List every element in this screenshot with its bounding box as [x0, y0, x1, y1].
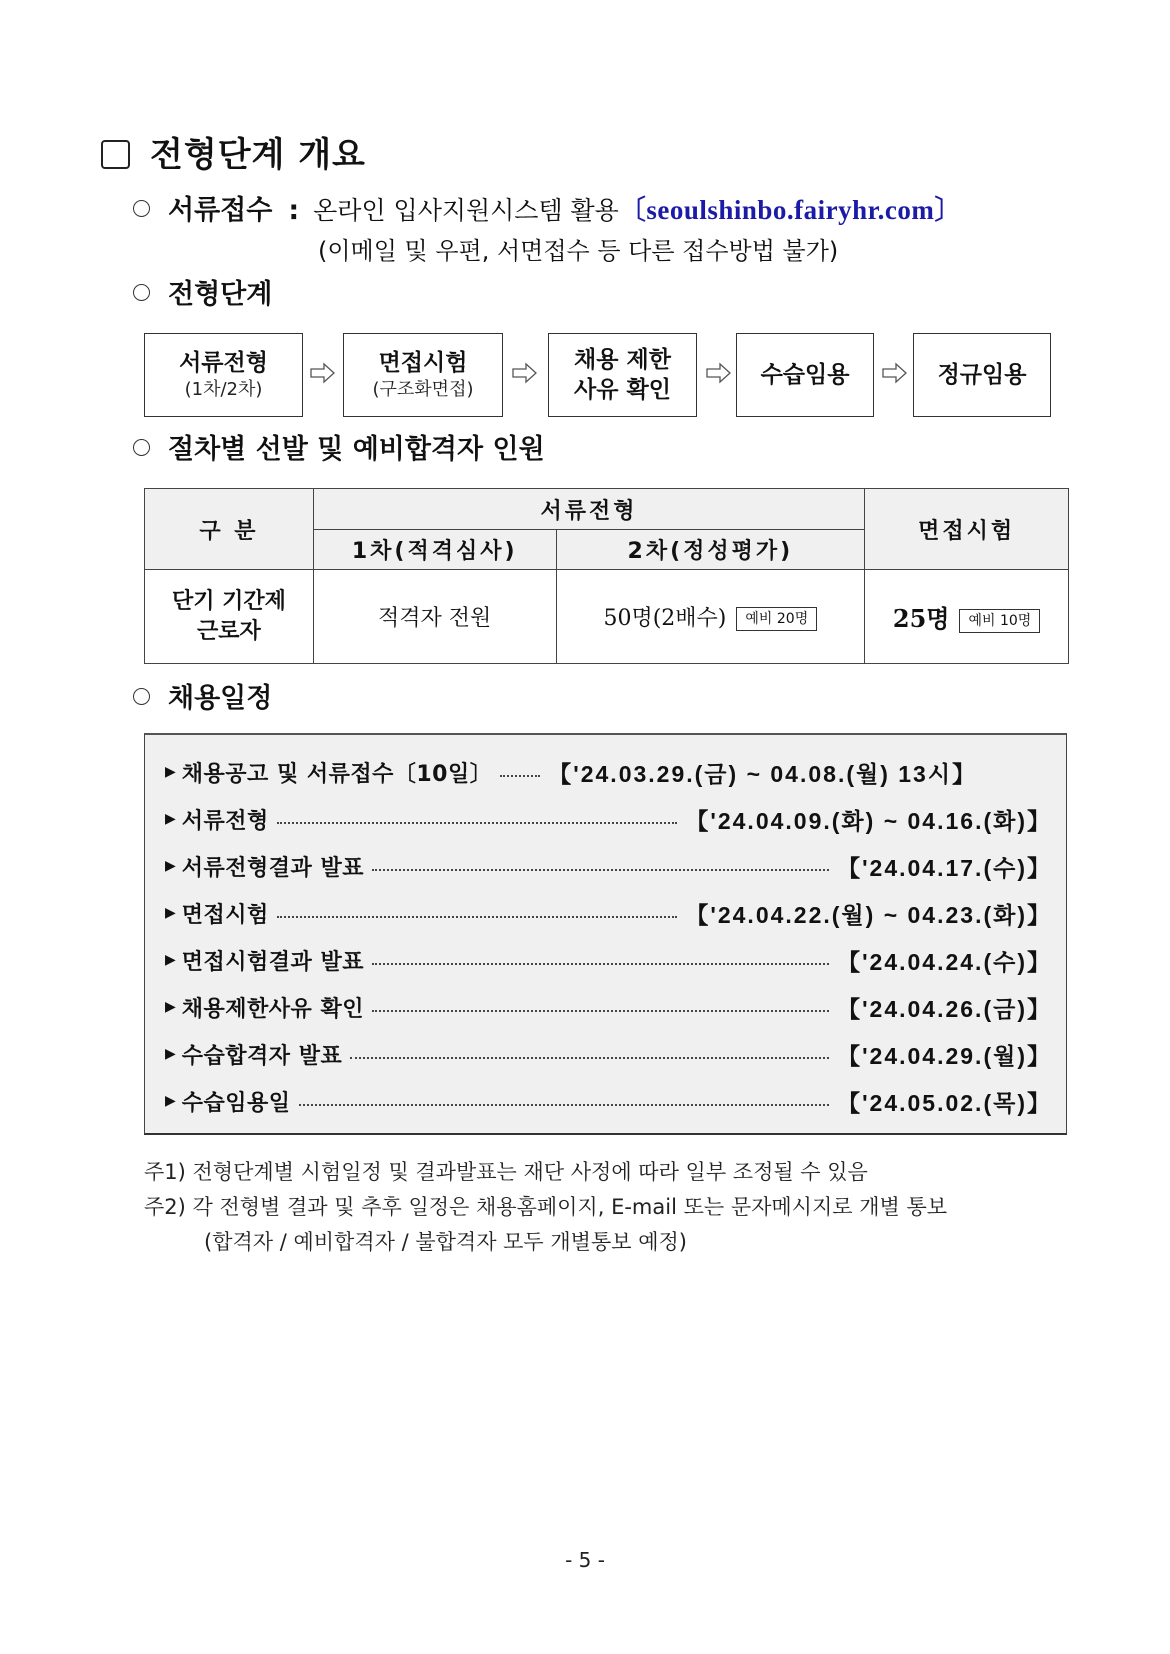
step-title: 수습임용 [760, 362, 850, 388]
row-interview [865, 570, 1069, 664]
intake-label: 서류접수 [168, 195, 273, 226]
schedule-box [144, 733, 1067, 1135]
schedule-date: 【'24.04.22.(월) ~ 04.23.(화)】 [685, 901, 1052, 928]
schedule-date: 【'24.04.26.(금)】 [837, 995, 1052, 1022]
schedule-date: 【'24.05.02.(목)】 [837, 1089, 1052, 1116]
note-2-detail: (합격자 / 예비합격자 / 불합격자 모두 개별통보 예정) [204, 1230, 687, 1254]
schedule-date: 【'24.04.29.(월)】 [837, 1042, 1052, 1069]
process-step-interview [343, 333, 503, 417]
intake-note: (이메일 및 우편, 서면접수 등 다른 접수방법 불가) [318, 237, 839, 265]
triangle-right-icon: ▶ [165, 1093, 176, 1109]
schedule-item [165, 896, 1052, 930]
note-2: 주2) 각 전형별 결과 및 추후 일정은 채용홈페이지, E-mail 또는 문자메시지로 개별 통보 [144, 1195, 948, 1219]
schedule-heading-text: 채용일정 [168, 683, 273, 714]
header-category: 구 분 [145, 489, 314, 570]
process-step-probation [736, 333, 874, 417]
header-second-round: 2차(정성평가) [556, 530, 865, 570]
arrow-right-icon [706, 362, 732, 384]
step-title: 정규임용 [937, 362, 1027, 388]
dot-leader [500, 775, 540, 777]
dot-leader [277, 822, 678, 824]
interview-count: 25명 [892, 604, 950, 633]
triangle-right-icon: ▶ [165, 999, 176, 1015]
selection-heading-text: 절차별 선발 및 예비합격자 인원 [168, 434, 545, 465]
schedule-label: 면접시험 [181, 902, 269, 928]
category-line1: 단기 기간제 [171, 588, 286, 614]
bullet-circle-icon [133, 284, 150, 301]
process-step-restriction-check [548, 333, 697, 417]
schedule-label: 서류전형 [181, 808, 269, 834]
step-title: 채용 제한 [574, 347, 671, 373]
header-interview: 면접시험 [865, 489, 1069, 570]
schedule-label: 수습합격자 발표 [181, 1043, 343, 1069]
process-heading-text: 전형단계 [168, 279, 273, 310]
schedule-date: 【'24.04.17.(수)】 [837, 854, 1052, 881]
header-document: 서류전형 [313, 489, 864, 530]
schedule-label: 수습임용일 [181, 1090, 291, 1116]
schedule-label: 채용공고 및 서류접수〔10일〕 [181, 761, 493, 787]
row-first-round: 적격자 전원 [313, 570, 556, 664]
arrow-right-icon [310, 362, 336, 384]
triangle-right-icon: ▶ [165, 905, 176, 921]
triangle-right-icon: ▶ [165, 764, 176, 780]
intake-description: 온라인 입사지원시스템 활용 [313, 196, 619, 225]
schedule-label: 채용제한사유 확인 [181, 996, 364, 1022]
intake-line [133, 192, 962, 229]
schedule-item [165, 1037, 1052, 1071]
intake-colon: : [288, 195, 300, 226]
reserve-badge: 예비 20명 [736, 607, 817, 631]
page-number: - 5 - [565, 1548, 605, 1572]
schedule-heading [133, 681, 272, 717]
arrow-right-icon [512, 362, 538, 384]
row-category [145, 570, 314, 664]
step-title-line2: 사유 확인 [574, 377, 671, 403]
triangle-right-icon: ▶ [165, 952, 176, 968]
note-1: 주1) 전형단계별 시험일정 및 결과발표는 재단 사정에 따라 일부 조정될 수 있음 [144, 1160, 868, 1184]
schedule-item [165, 755, 1052, 789]
dot-leader [277, 916, 678, 918]
reserve-badge: 예비 10명 [959, 609, 1040, 633]
step-title: 면접시험 [378, 350, 468, 376]
bullet-circle-icon [133, 439, 150, 456]
arrow-right-icon [882, 362, 908, 384]
process-step-document [144, 333, 303, 417]
bullet-circle-icon [133, 200, 150, 217]
schedule-label: 면접시험결과 발표 [181, 949, 364, 975]
selection-table [144, 488, 1069, 664]
schedule-item [165, 1084, 1052, 1118]
dot-leader [350, 1057, 829, 1059]
page-title: 전형단계 개요 [150, 135, 366, 175]
process-heading [133, 277, 272, 313]
schedule-date: 【'24.03.29.(금) ~ 04.08.(월) 13시】 [548, 760, 978, 787]
schedule-item [165, 943, 1052, 977]
triangle-right-icon: ▶ [165, 858, 176, 874]
bullet-circle-icon [133, 688, 150, 705]
dot-leader [372, 1010, 829, 1012]
process-step-regular [913, 333, 1051, 417]
header-first-round: 1차(적격심사) [313, 530, 556, 570]
schedule-item [165, 990, 1052, 1024]
triangle-right-icon: ▶ [165, 1046, 176, 1062]
row-second-round [556, 570, 865, 664]
dot-leader [372, 963, 829, 965]
step-subtitle: (구조화면접) [372, 379, 474, 400]
schedule-item [165, 849, 1052, 883]
dot-leader [299, 1104, 830, 1106]
schedule-label: 서류전형결과 발표 [181, 855, 364, 881]
selection-heading [133, 432, 545, 468]
schedule-date: 【'24.04.24.(수)】 [837, 948, 1052, 975]
intake-url-link[interactable]: 〔seoulshinbo.fairyhr.com〕 [618, 195, 962, 225]
step-subtitle: (1차/2차) [184, 379, 263, 400]
table-row [145, 570, 1069, 664]
schedule-date: 【'24.04.09.(화) ~ 04.16.(화)】 [685, 807, 1052, 834]
dot-leader [372, 869, 829, 871]
triangle-right-icon: ▶ [165, 811, 176, 827]
step-title: 서류전형 [179, 350, 268, 376]
schedule-item [165, 802, 1052, 836]
title-checkbox-icon [101, 140, 130, 169]
category-line2: 근로자 [197, 618, 261, 644]
second-round-count: 50명(2배수) [603, 606, 727, 631]
